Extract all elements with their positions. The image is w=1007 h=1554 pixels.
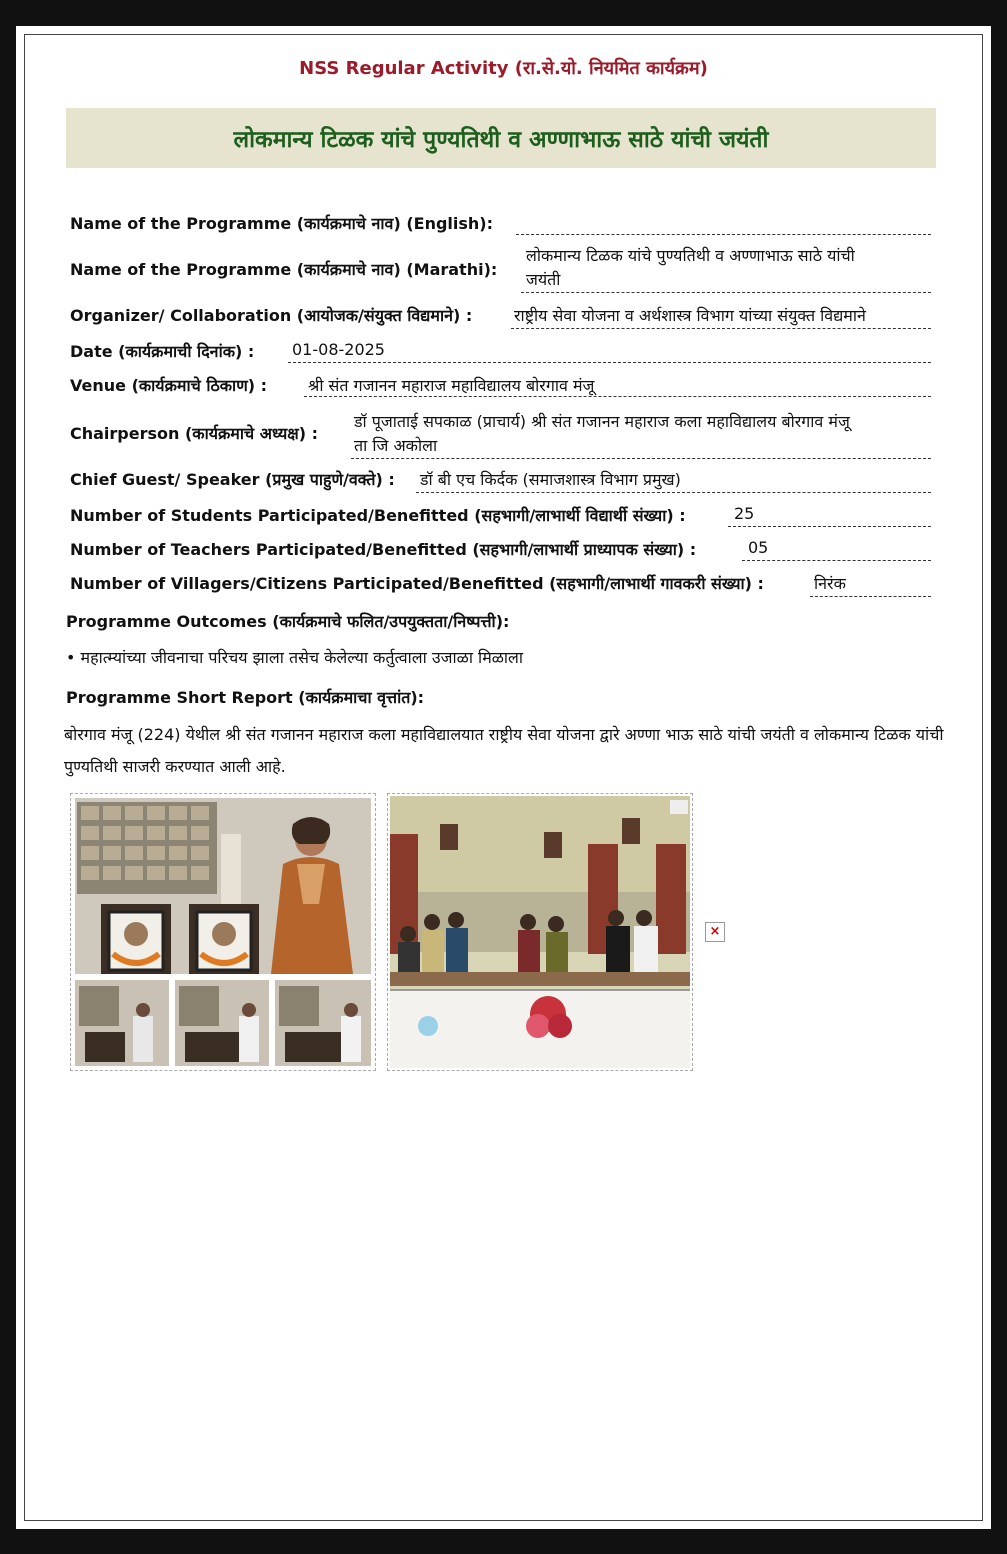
outcome-bullet: • महात्म्यांच्या जीवनाचा परिचय झाला तसेच केलेल्या कर्तुत्वाला उजाळा मिळाला	[66, 648, 524, 667]
teachers-label: Number of Teachers Participated/Benefitted (सहभागी/लाभार्थी प्राध्यापक संख्या) :	[70, 540, 697, 559]
document-page	[16, 26, 991, 1529]
top-title: NSS Regular Activity (रा.से.यो. नियमित कार्यक्रम)	[299, 58, 708, 79]
villagers-value: निरंक	[814, 574, 846, 593]
photo-collage-left	[70, 793, 376, 1071]
date-value: 01-08-2025	[292, 340, 385, 359]
chair-label: Chairperson (कार्यक्रमाचे अध्यक्ष) :	[70, 424, 319, 443]
dash-line	[288, 362, 931, 363]
dash-line	[521, 292, 931, 293]
organizer-label: Organizer/ Collaboration (आयोजक/संयुक्त विद्यमाने) :	[70, 306, 473, 325]
photo-classroom	[387, 793, 693, 1071]
collage-left-image	[71, 794, 375, 1070]
title-banner	[66, 108, 936, 168]
name-mr-value-2: जयंती	[526, 270, 561, 289]
teachers-value: 05	[748, 538, 769, 557]
dash-line	[810, 596, 931, 597]
classroom-image	[388, 794, 692, 1070]
students-value: 25	[734, 504, 755, 523]
venue-value: श्री संत गजानन महाराज महाविद्यालय बोरगाव मंजू	[308, 376, 595, 395]
villagers-label: Number of Villagers/Citizens Participated/Benefitted (सहभागी/लाभार्थी गावकरी संख्या) :	[70, 574, 764, 593]
date-label: Date (कार्यक्रमाची दिनांक) :	[70, 342, 255, 361]
organizer-value: राष्ट्रीय सेवा योजना व अर्थशास्त्र विभाग यांच्या संयुक्त विद्यमाने	[514, 306, 866, 325]
guest-label: Chief Guest/ Speaker (प्रमुख पाहुणे/वक्ते) :	[70, 470, 395, 489]
dash-line	[351, 458, 931, 459]
dash-line	[728, 526, 931, 527]
guest-value: डॉ बी एच किर्दक (समाजशास्त्र विभाग प्रमुख)	[420, 470, 681, 489]
dash-line	[304, 396, 931, 397]
dash-line	[511, 328, 931, 329]
outcomes-heading: Programme Outcomes (कार्यक्रमाचे फलित/उपयुक्तता/निष्पत्ती):	[66, 612, 510, 631]
chair-value-1: डॉ पूजाताई सपकाळ (प्राचार्य) श्री संत गजानन महाराज कला महाविद्यालय बोरगाव मंजू	[354, 412, 850, 431]
report-text: बोरगाव मंजू (224) येथील श्री संत गजानन महाराज कला महाविद्यालयात राष्ट्रीय सेवा योजना द्वारे अण्णा भाऊ साठे यांची जयंती व लोकमान्य टिळक यांची पुण्यतिथी साजरी करण्यात आली आहे.	[64, 725, 944, 776]
dash-line	[416, 492, 931, 493]
report-heading: Programme Short Report (कार्यक्रमाचा वृत्तांत):	[66, 688, 425, 707]
broken-image-icon: ×	[705, 922, 725, 942]
venue-label: Venue (कार्यक्रमाचे ठिकाण) :	[70, 376, 268, 395]
name-mr-label: Name of the Programme (कार्यक्रमाचे नाव) (Marathi):	[70, 260, 498, 279]
dash-line	[742, 560, 931, 561]
name-en-label: Name of the Programme (कार्यक्रमाचे नाव) (English):	[70, 214, 494, 233]
chair-value-2: ता जि अकोला	[354, 436, 438, 455]
name-mr-value-1: लोकमान्य टिळक यांचे पुण्यतिथी व अण्णाभाऊ साठे यांची	[526, 246, 855, 265]
students-label: Number of Students Participated/Benefitted (सहभागी/लाभार्थी विद्यार्थी संख्या) :	[70, 506, 686, 525]
dash-line	[516, 234, 931, 235]
banner-title: लोकमान्य टिळक यांचे पुण्यतिथी व अण्णाभाऊ साठे यांची जयंती	[233, 127, 769, 153]
